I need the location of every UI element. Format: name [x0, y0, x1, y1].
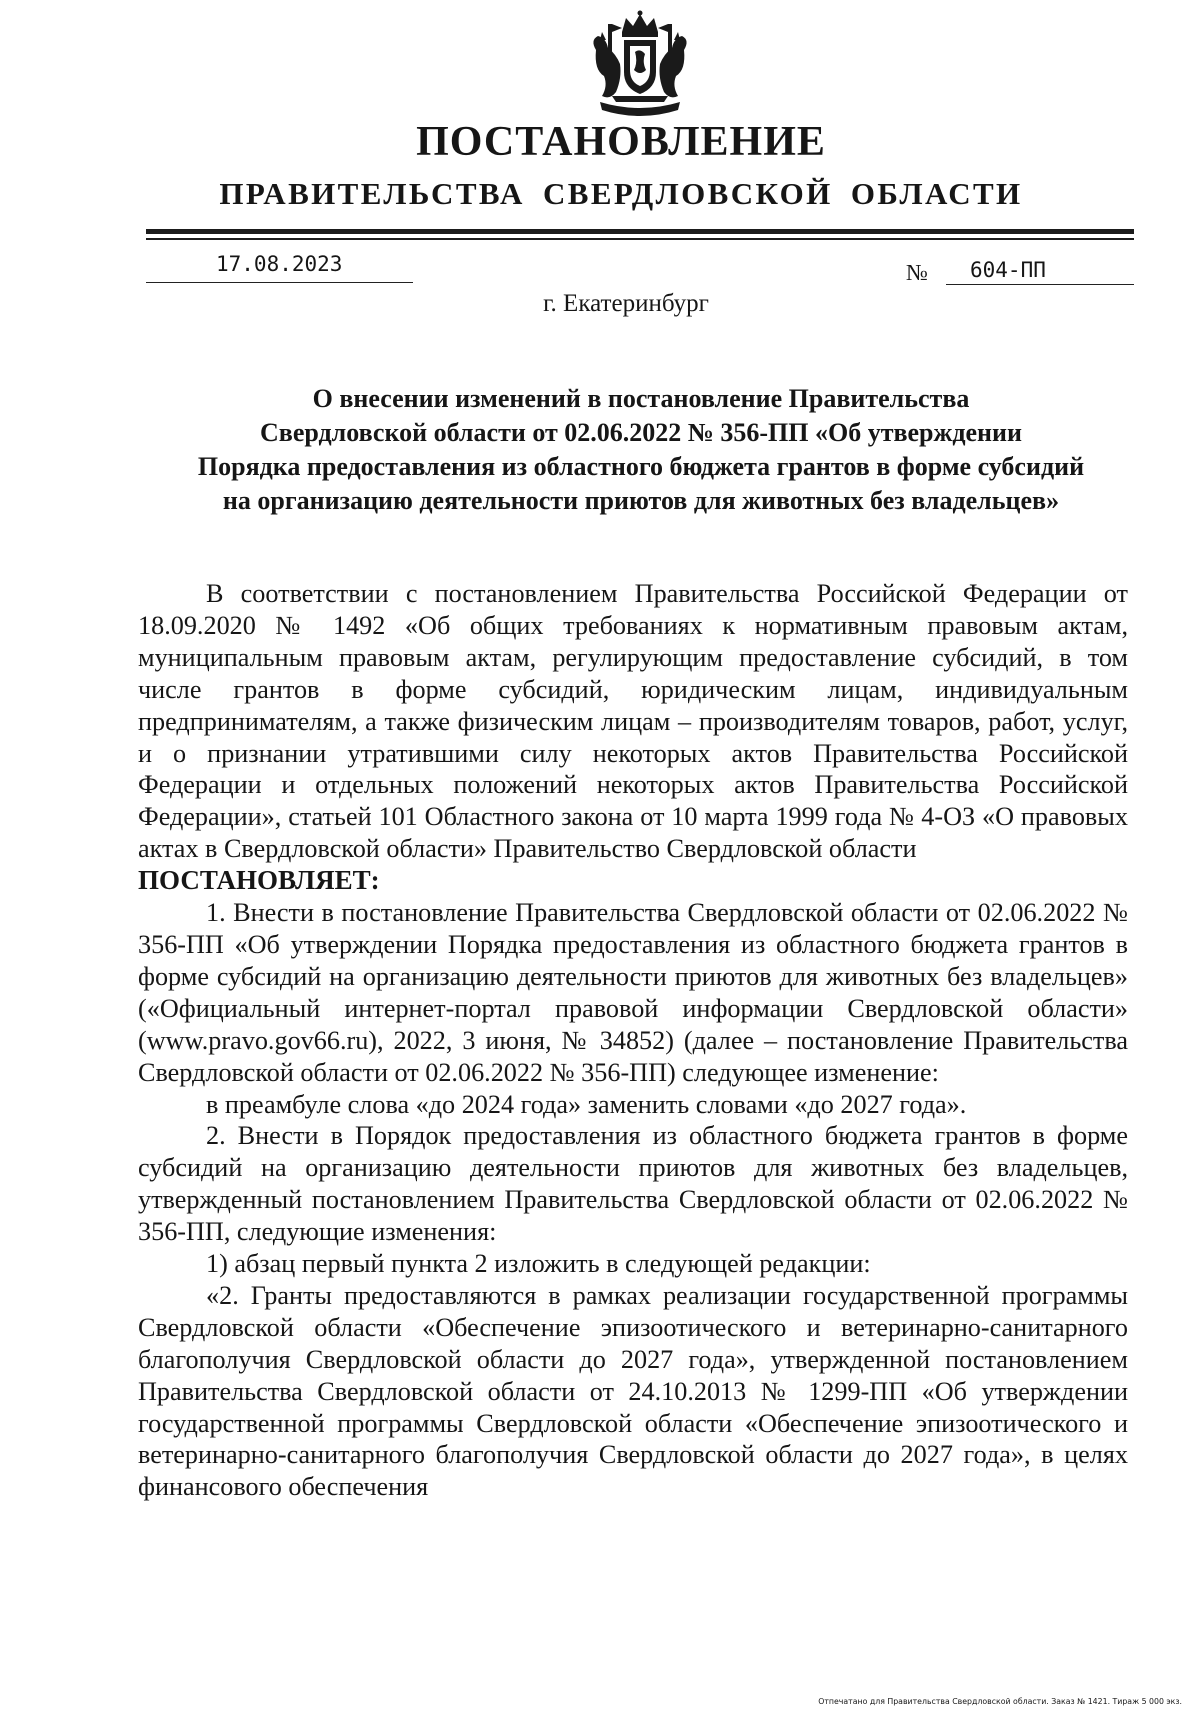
header-rule-thick — [146, 229, 1134, 234]
heading-line: О внесении изменений в постановление Правительства — [312, 384, 970, 413]
item-2-quote-paragraph: «2. Гранты предоставляются в рамках реализации государственной программы Свердловской области «Обеспечение эпизоотического и ветеринарно-санитарного благополучия Свердловской области до 2027 года», утвержденной постановлением Правительства Свердловской области от 24.10.2013 № 1299-ПП «Об утверждении государственной программы Свердловской области «Обеспечение эпизоотического и ветеринарно-санитарного благополучия Свердловской области до 2027 года», в целях финансового обеспечения — [138, 1280, 1128, 1502]
document-body — [138, 578, 1128, 1503]
item-2-paragraph: 2. Внести в Порядок предоставления из областного бюджета грантов в форме субсидий на организацию деятельности приютов для животных без владельцев, утвержденный постановлением Правительства Свердловской области от 02.06.2022 № 356-ПП, следующие изменения: — [138, 1121, 1128, 1247]
resolves-heading: ПОСТАНОВЛЯЕТ: — [138, 865, 380, 896]
print-note: Отпечатано для Правительства Свердловской области. Заказ № 1421. Тираж 5 000 экз. — [818, 1697, 1182, 1706]
document-date: 17.08.2023 — [216, 252, 343, 276]
number-sign: № — [906, 260, 928, 285]
preamble-paragraph: В соответствии с постановлением Правительства Российской Федерации от 18.09.2020 № 1492 «Об общих требованиях к нормативным правовым актам, муниципальным правовым актам, регулирующим предоставление субсидий, в том числе грантов в форме субсидий, юридическим лицам, индивидуальным предпринимателям, а также физическим лицам – производителям товаров, работ, услуг, и о признании утратившими силу некоторых актов Правительства Российской Федерации и отдельных положений некоторых актов Правительства Российской Федерации», статьей 101 Областного закона от 10 марта 1999 года № 4-ОЗ «О правовых актах в Свердловской области» Правительство Свердловской области — [138, 579, 1128, 864]
document-type-title: ПОСТАНОВЛЕНИЕ — [416, 119, 826, 165]
heading-line: Порядка предоставления из областного бюджета грантов в форме субсидий — [197, 452, 1085, 481]
coat-of-arms-icon — [582, 10, 698, 126]
issuing-authority: ПРАВИТЕЛЬСТВА СВЕРДЛОВСКОЙ ОБЛАСТИ — [219, 176, 1023, 211]
heading-line: Свердловской области от 02.06.2022 № 356-ПП «Об утверждении — [260, 418, 1022, 447]
item-1-paragraph: 1. Внести в постановление Правительства Свердловской области от 02.06.2022 № 356-ПП «Об утверждении Порядка предоставления из областного бюджета грантов в форме субсидий на организацию деятельности приютов для животных без владельцев» («Официальный интернет-портал правовой информации Свердловской области» (www.pravo.gov66.ru), 2022, 3 июня, № 34852) (далее – постановление Правительства Свердловской области от 02.06.2022 № 356-ПП) следующее изменение: — [138, 898, 1128, 1087]
item-2-subitem-1: 1) абзац первый пункта 2 изложить в следующей редакции: — [206, 1249, 871, 1279]
header-rule-thin — [146, 238, 1134, 240]
document-number: 604-ПП — [970, 258, 1046, 282]
number-field — [946, 252, 1134, 285]
date-field — [146, 250, 413, 283]
document-heading — [146, 382, 1136, 518]
issue-city: г. Екатеринбург — [543, 290, 709, 317]
item-1-change-paragraph: в преамбуле слова «до 2024 года» заменить словами «до 2027 года». — [206, 1089, 967, 1119]
heading-line: на организацию деятельности приютов для животных без владельцев» — [222, 486, 1060, 515]
